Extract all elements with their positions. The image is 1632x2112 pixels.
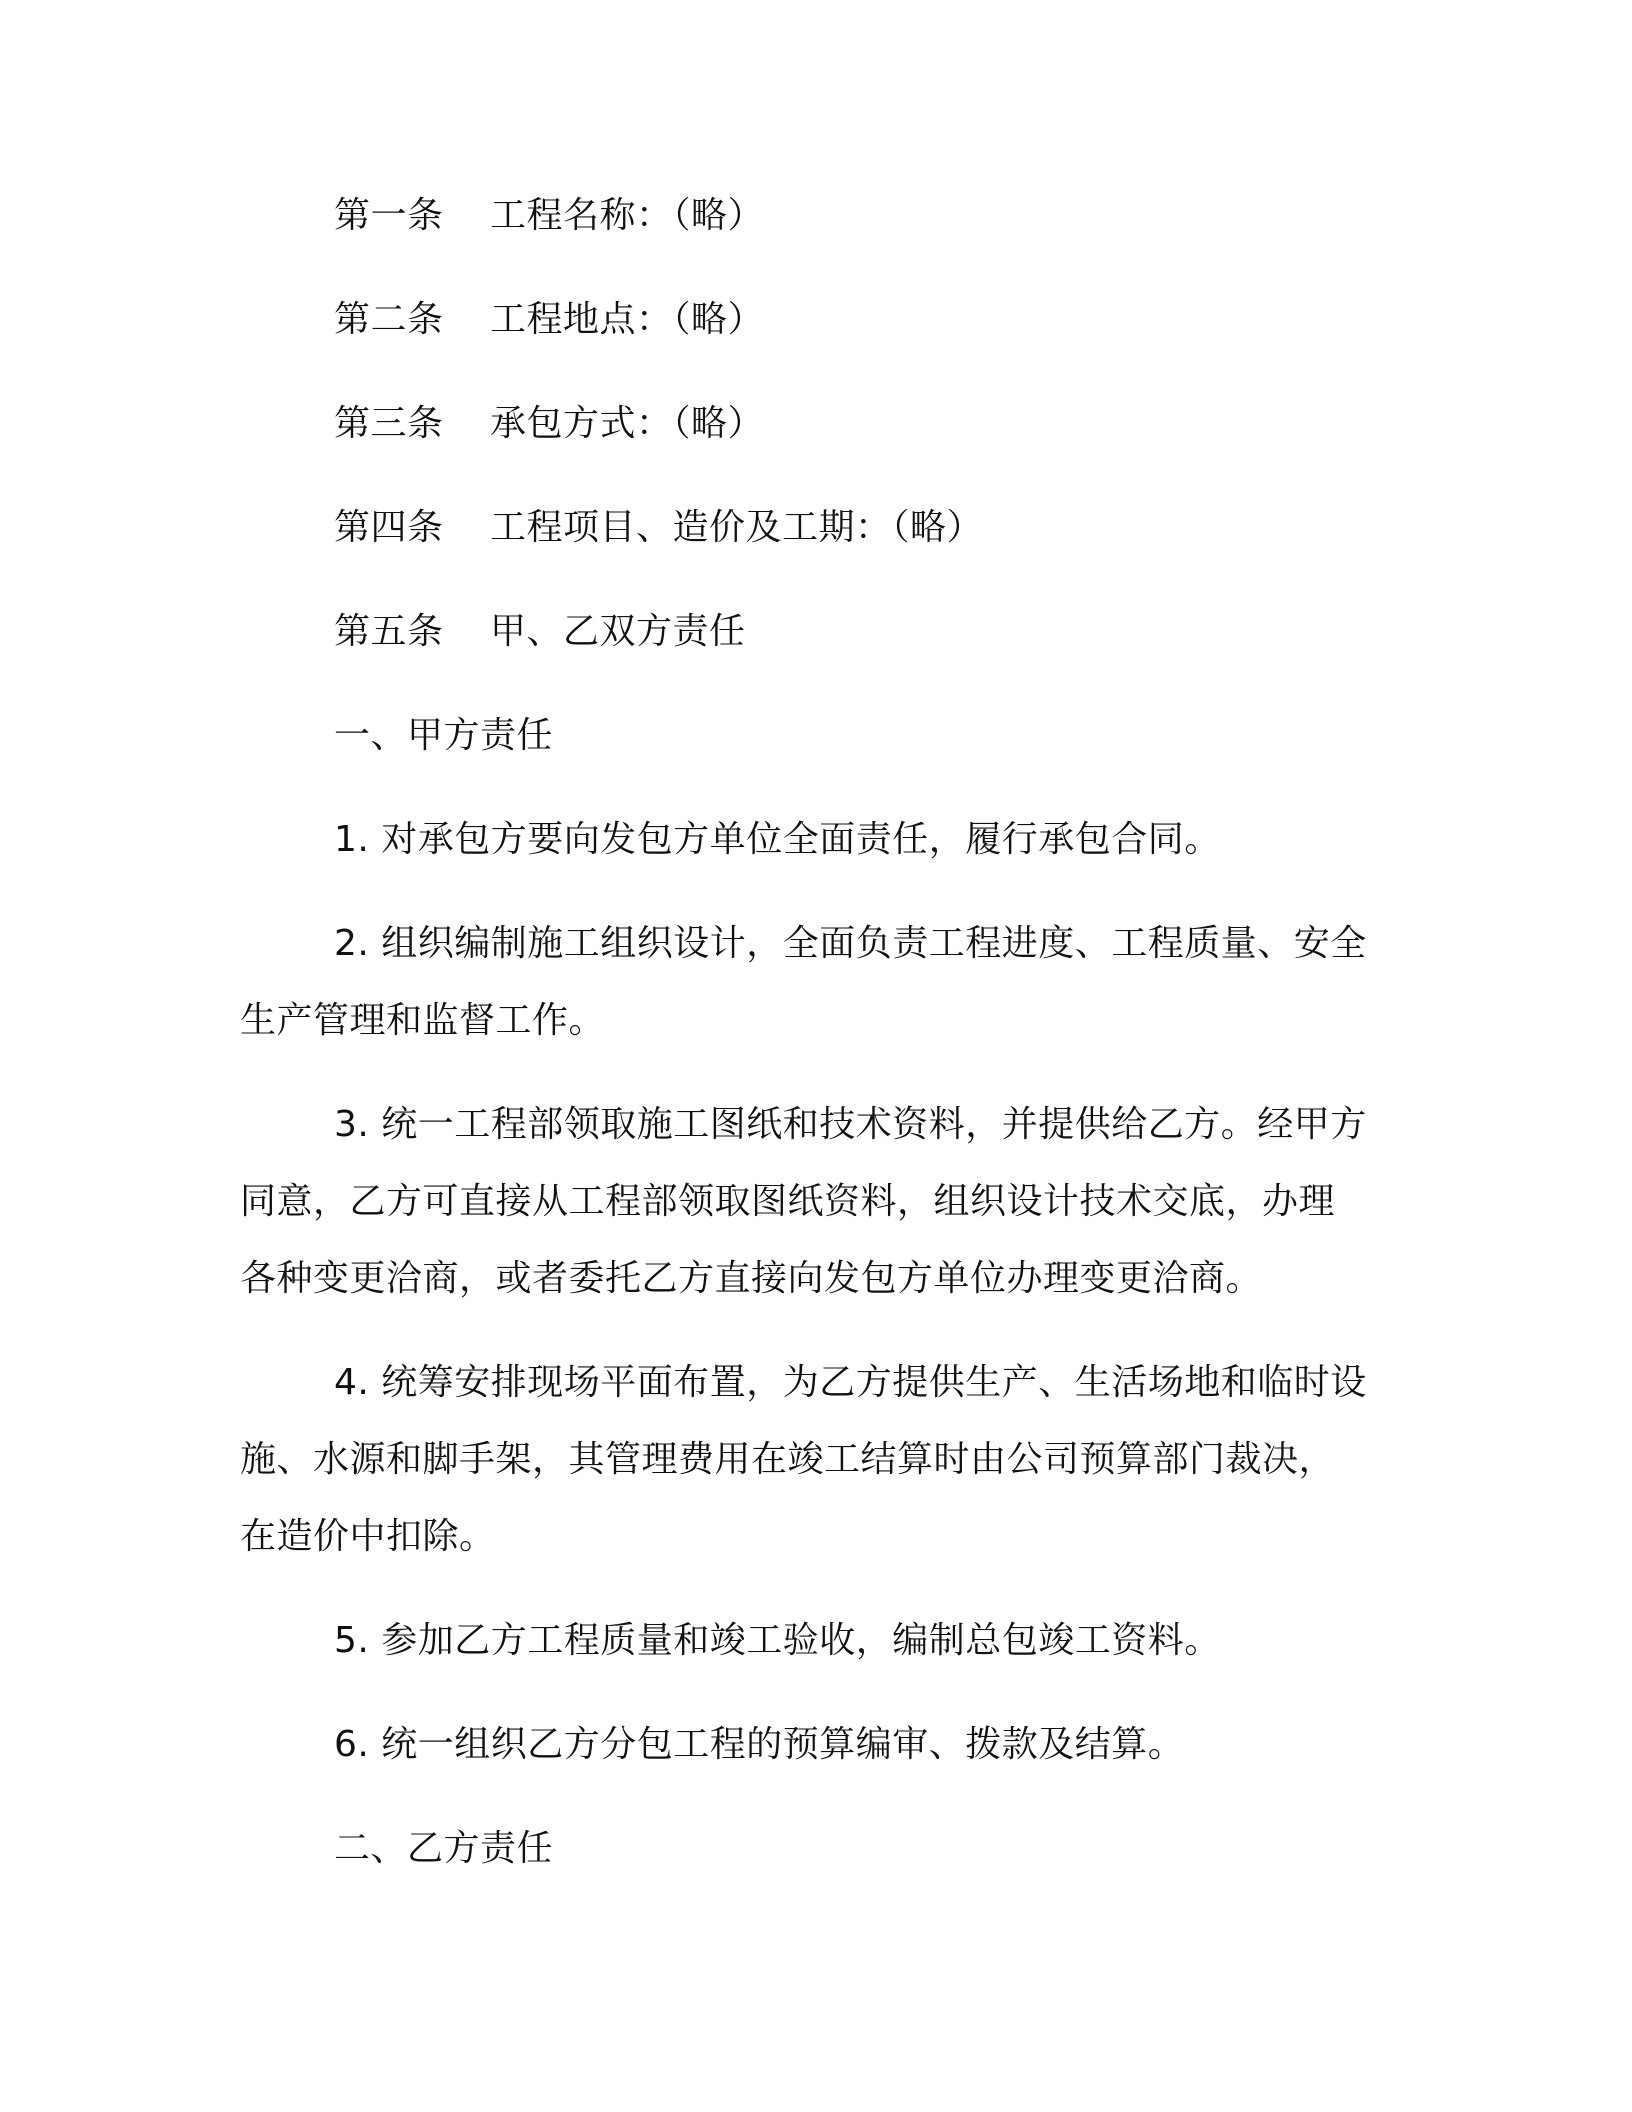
list-item-4-line-2: 施、水源和脚手架，其管理费用在竣工结算时由公司预算部门裁决，: [240, 1439, 1336, 1480]
article-3: [334, 403, 765, 444]
list-item-3-line-2: 同意，乙方可直接从工程部领取图纸资料，组织设计技术交底，办理: [240, 1181, 1336, 1222]
list-item-6: 6. 统一组织乙方分包工程的预算编审、拨款及结算。: [334, 1724, 1185, 1765]
article-number: 第二条: [334, 299, 444, 340]
article-text: 甲、乙双方责任: [490, 611, 746, 652]
list-item-2-line-2: 生产管理和监督工作。: [240, 1000, 606, 1041]
article-2: [334, 299, 765, 340]
section-heading-party-a: 一、甲方责任: [334, 715, 554, 756]
article-4: [334, 507, 984, 548]
article-number: 第五条: [334, 611, 444, 652]
list-item-5: 5. 参加乙方工程质量和竣工验收，编制总包竣工资料。: [334, 1620, 1221, 1661]
article-number: 第四条: [334, 507, 444, 548]
article-1: [334, 195, 765, 236]
list-item-4-line-3: 在造价中扣除。: [240, 1516, 496, 1557]
list-item-2-line-1: 2. 组织编制施工组织设计，全面负责工程进度、工程质量、安全: [334, 923, 1367, 964]
article-number: 第一条: [334, 195, 444, 236]
article-text: 工程项目、造价及工期：（略）: [490, 507, 984, 548]
article-text: 工程地点：（略）: [490, 299, 765, 340]
article-number: 第三条: [334, 403, 444, 444]
section-heading-party-b: 二、乙方责任: [334, 1828, 554, 1869]
article-text: 承包方式：（略）: [490, 403, 765, 444]
list-item-3-line-3: 各种变更洽商，或者委托乙方直接向发包方单位办理变更洽商。: [240, 1258, 1263, 1299]
list-item-3-line-1: 3. 统一工程部领取施工图纸和技术资料，并提供给乙方。经甲方: [334, 1104, 1367, 1145]
list-item-1: 1. 对承包方要向发包方单位全面责任，履行承包合同。: [334, 819, 1221, 860]
list-item-4-line-1: 4. 统筹安排现场平面布置，为乙方提供生产、生活场地和临时设: [334, 1362, 1367, 1403]
article-5: [334, 611, 746, 652]
article-text: 工程名称：（略）: [490, 195, 765, 236]
